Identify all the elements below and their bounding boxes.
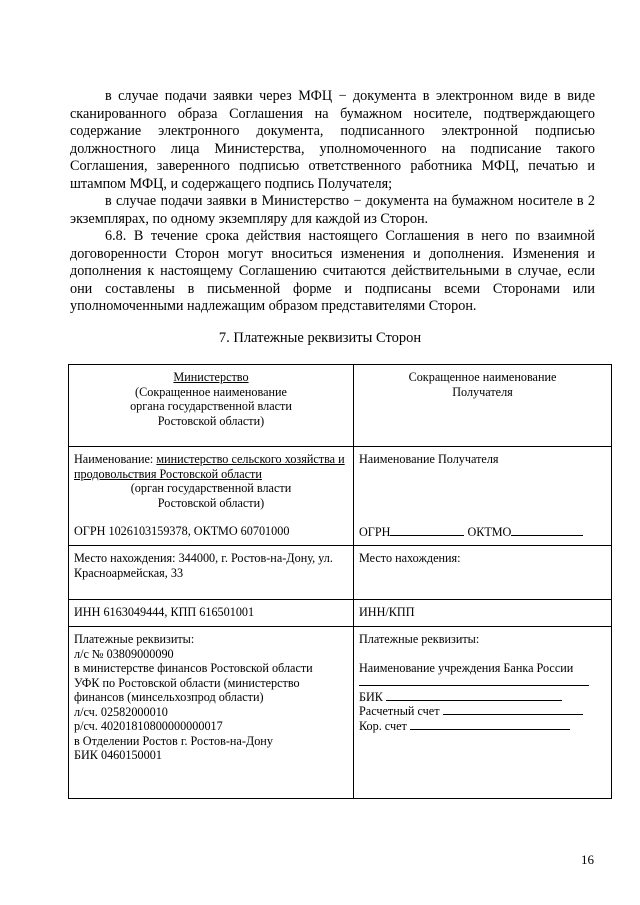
ministry-subtitle-line: (Сокращенное наименование [135,384,287,399]
ogrn-label: ОГРН [359,524,391,539]
payment-line: УФК по Ростовской области (министерство [74,675,300,690]
recipient-bank-line[interactable] [359,675,606,690]
recipient-header-line: Сокращенное наименование [408,370,557,384]
ministry-header-cell [69,365,354,447]
ministry-inn-cell: ИНН 6163049444, КПП 616501001 [69,600,354,627]
payment-line: финансов (минсельхозпрод области) [74,690,264,704]
ministry-name-value: министерство сельского хозяйства и продовольствия Ростовской области [74,452,345,481]
corr-blank[interactable] [410,719,570,730]
payment-line: БИК 0460150001 [74,748,162,762]
requisites-table [68,364,612,799]
ministry-name-note: (орган государственной власти [130,481,292,495]
table-row [69,447,612,546]
recipient-corr [359,719,606,734]
recipient-bank-label: Наименование учреждения Банка России [359,660,574,675]
ministry-name-note: Ростовской области) [157,495,265,510]
ministry-payment-cell [69,627,354,799]
table-row [69,627,612,799]
oktmo-blank[interactable] [511,525,583,536]
ministry-name [74,452,348,481]
table-row [69,365,612,447]
bik-label: БИК [359,689,383,704]
ministry-codes: ОГРН 1026103159378, ОКТМО 60701000 [74,524,290,538]
recipient-inn-cell: ИНН/КПП [354,600,612,627]
recipient-header-cell [354,365,612,447]
recipient-codes [359,525,606,540]
name-label: Наименование: [74,452,157,466]
corr-label: Кор. счет [359,718,407,733]
paragraph-mfc: в случае подачи заявки через МФЦ − документа в электронном виде в виде сканированного образа Соглашения на бумажном носителе, подтверждающего содержание электронного документа, подписанного электронной подписью должностного лица Министерства, уполномоченного на подписание такого Соглашения, заверенного подписью ответственного работника МФЦ, печатью и штампом МФЦ, и содержащего подпись Получателя; [70,88,595,192]
account-blank[interactable] [443,704,583,715]
payment-line: л/сч. 02582000010 [74,704,168,719]
ministry-name-cell [69,447,354,546]
table-row [69,600,612,627]
paragraph-ministry: в случае подачи заявки в Министерство − документа на бумажном носителе в 2 экземплярах, по одному экземпляру для каждой из Сторон. [70,193,595,227]
page-number: 16 [581,852,594,867]
payment-line: в Отделении Ростов г. Ростов-на-Дону [74,733,273,748]
ministry-address-cell: Место нахождения: 344000, г. Ростов-на-Дону, ул. Красноармейская, 33 [69,546,354,600]
payment-line: л/с № 03809000090 [74,646,174,661]
payment-line: Платежные реквизиты: [74,632,195,646]
ogrn-blank[interactable] [390,525,464,536]
section-title: 7. Платежные реквизиты Сторон [218,330,422,346]
payment-line: р/сч. 40201810800000000017 [74,719,223,733]
recipient-address-cell: Место нахождения: [354,546,612,600]
paragraph-6-8: 6.8. В течение срока действия настоящего Соглашения в него по взаимной договоренности Сторон могут вноситься изменения и дополнения. Изменения и дополнения к настоящему Соглашению считаются действительными в случае, если они составлены в письменной форме и подписаны всеми Сторонами или уполномоченными надлежащим образом представителями Сторон. [70,228,595,314]
oktmo-label: ОКТМО [467,524,512,539]
recipient-name-label: Наименование Получателя [359,452,499,466]
recipient-bik [359,690,606,705]
bik-blank[interactable] [386,690,562,701]
recipient-payment-title: Платежные реквизиты: [359,632,480,646]
recipient-payment-cell [354,627,612,799]
ministry-subtitle-line: органа государственной власти [130,399,292,413]
recipient-header-line: Получателя [452,384,513,399]
recipient-name-cell [354,447,612,546]
recipient-account [359,704,606,719]
account-label: Расчетный счет [359,704,440,718]
table-row [69,546,612,600]
ministry-subtitle-line: Ростовской области) [157,413,265,428]
payment-line: в министерстве финансов Ростовской области [74,661,313,675]
ministry-title: Министерство [173,370,249,384]
